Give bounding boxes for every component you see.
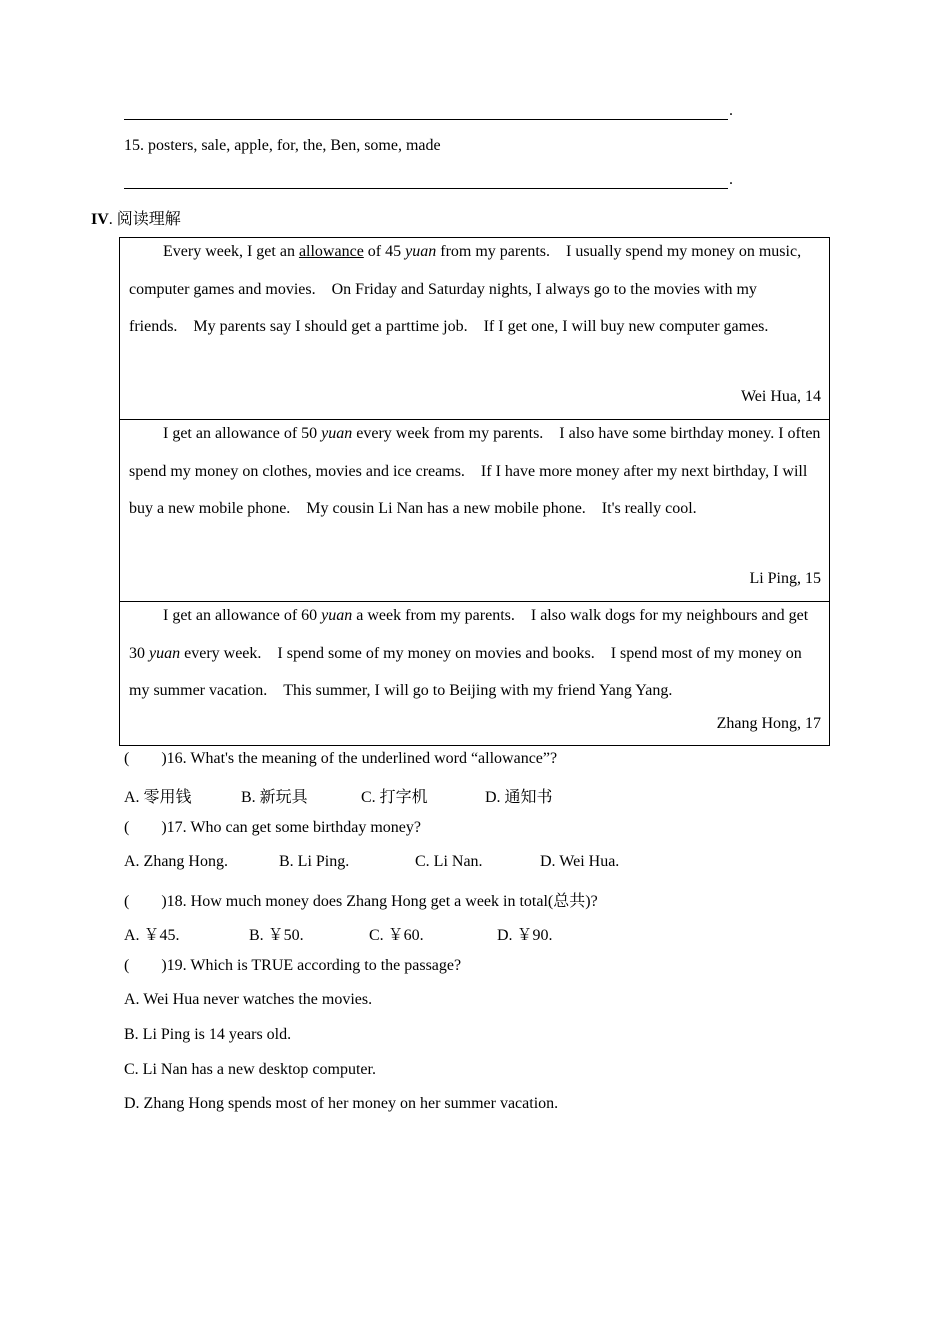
passage-3-text — [129, 597, 821, 710]
passage-1-lead: Every week, I get an — [163, 243, 295, 260]
q15-period: . — [729, 171, 733, 188]
passage-3-rest: every week. I spend some of my money on movies and books. I spend most of my money on my summer vacation. This summer, I will go to Beijing with my friend Yang Yang. — [129, 644, 802, 699]
passage-3-yuan-1: yuan — [321, 607, 353, 624]
question-16-stem: ( )16. What's the meaning of the underlined word “allowance”? — [124, 750, 558, 767]
q18-option-d[interactable]: D. ￥90. — [497, 927, 553, 944]
passage-1-text — [129, 233, 821, 346]
question-18-stem: ( )18. How much money does Zhang Hong get a week in total(总共)? — [124, 893, 598, 910]
passage-1-yuan: yuan — [405, 243, 437, 260]
q15-words: posters, sale, apple, for, the, Ben, some, made — [148, 137, 441, 154]
passage-2-lead: I get an allowance of 50 — [163, 425, 318, 442]
q17-option-c[interactable]: C. Li Nan. — [415, 853, 483, 870]
passage-box-1 — [119, 237, 830, 420]
q17-option-a[interactable]: A. Zhang Hong. — [124, 853, 228, 870]
q15-prompt — [124, 137, 441, 155]
q16-option-a[interactable]: A. 零用钱 — [124, 789, 192, 806]
q18-option-b[interactable]: B. ￥50. — [249, 927, 304, 944]
passage-3-lead: I get an allowance of 60 — [163, 607, 318, 624]
passage-1-rest: from my parents. I usually spend my money on music, computer games and movies. On Friday and Saturday nights, I always go to the movies with my friends. My parents say I should get a parttime job. If I get one, I will buy new computer games. — [129, 243, 802, 335]
passage-2-rest: every week from my parents. I also have some birthday money. I often spend my money on clothes, movies and ice creams. If I have more money after my next birthday, I will buy a new mobile phone. My cousin Li Nan has a new mobile phone. It's really cool. — [129, 425, 821, 517]
q19-option-a[interactable]: A. Wei Hua never watches the movies. — [124, 991, 373, 1008]
passage-2-text — [129, 415, 821, 528]
q15-answer-line[interactable] — [124, 188, 728, 189]
q16-option-d[interactable]: D. 通知书 — [485, 789, 553, 806]
section-heading — [91, 206, 181, 229]
q16-option-b[interactable]: B. 新玩具 — [241, 789, 308, 806]
passage-box-3 — [119, 601, 830, 746]
section-sep: . — [108, 211, 113, 228]
underlined-word: allowance — [298, 243, 364, 260]
q17-option-d[interactable]: D. Wei Hua. — [540, 853, 620, 870]
passage-1-signature: Wei Hua, 14 — [740, 388, 821, 405]
q16-option-c[interactable]: C. 打字机 — [361, 789, 428, 806]
q15-number: 15. — [124, 137, 144, 154]
question-17-stem: ( )17. Who can get some birthday money? — [124, 819, 421, 836]
q17-option-b[interactable]: B. Li Ping. — [279, 853, 350, 870]
q18-option-c[interactable]: C. ￥60. — [369, 927, 424, 944]
passage-3-yuan-2: yuan — [149, 644, 181, 662]
section-title: 阅读理解 — [116, 211, 181, 228]
q18-option-a[interactable]: A. ￥45. — [124, 927, 180, 944]
passage-1-amount: of 45 — [367, 243, 402, 260]
passage-2-signature: Li Ping, 15 — [749, 570, 821, 587]
q14-answer-line[interactable] — [124, 119, 728, 120]
passage-box-2 — [119, 419, 830, 602]
section-numeral: IV — [91, 211, 109, 228]
q19-option-d[interactable]: D. Zhang Hong spends most of her money on her summer vacation. — [124, 1095, 559, 1112]
passage-3-signature: Zhang Hong, 17 — [716, 715, 821, 732]
question-19-stem: ( )19. Which is TRUE according to the passage? — [124, 957, 462, 974]
q14-period: . — [729, 102, 733, 119]
passage-3-mid: a week from my parents. I also walk dogs for my neighbours and get 30 — [129, 607, 809, 662]
q19-option-c[interactable]: C. Li Nan has a new desktop computer. — [124, 1061, 376, 1078]
q19-option-b[interactable]: B. Li Ping is 14 years old. — [124, 1026, 292, 1043]
passage-2-yuan: yuan — [321, 425, 353, 442]
